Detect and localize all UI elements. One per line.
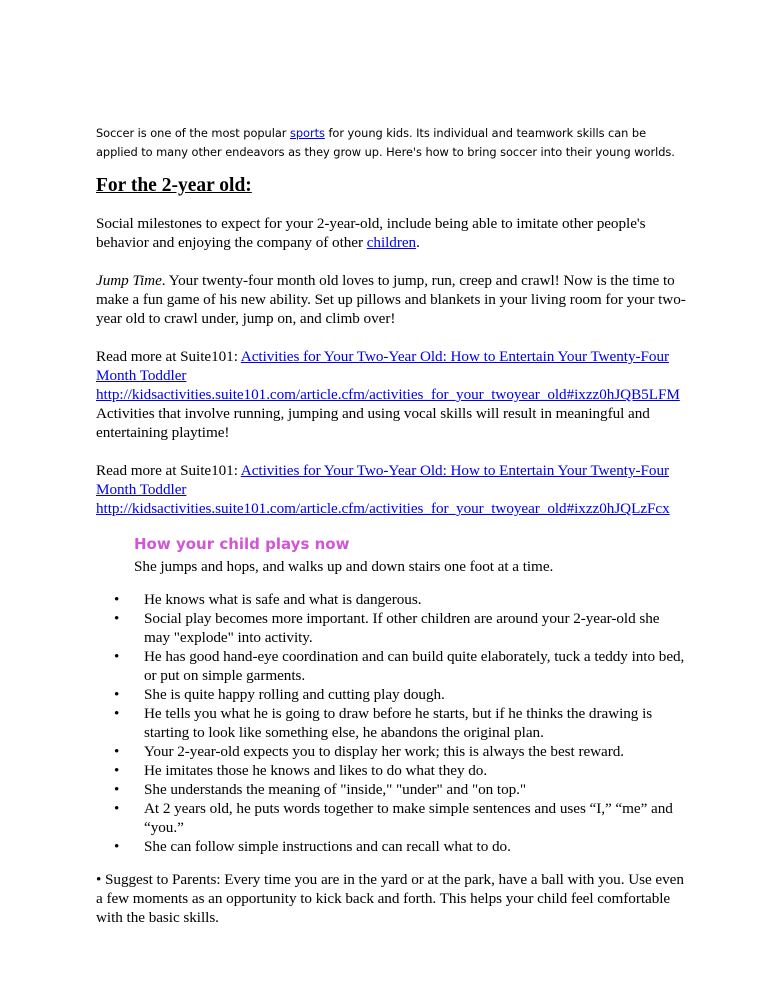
bullet-item xyxy=(96,704,686,742)
article-url-link-2[interactable]: http://kidsactivities.suite101.com/article.cfm/activities_for_your_twoyear_old#ixzz0hJQLzFcx xyxy=(96,500,670,517)
bullet-text: She is quite happy rolling and cutting play dough. xyxy=(144,686,445,703)
bullet-item xyxy=(96,780,686,799)
plays-subheading: How your child plays now xyxy=(134,535,350,553)
article-url-link-1[interactable]: http://kidsactivities.suite101.com/article.cfm/activities_for_your_twoyear_old#ixzz0hJQB5LFM xyxy=(96,386,680,403)
bullet-icon: • xyxy=(114,591,120,608)
intro-paragraph xyxy=(96,124,686,162)
jump-time-paragraph xyxy=(96,271,686,328)
bullet-icon: • xyxy=(114,781,120,798)
bullet-text: She understands the meaning of "inside," "under" and "on top." xyxy=(144,781,527,798)
bullet-text: At 2 years old, he puts words together to make simple sentences and uses “I,” “me” and “you.” xyxy=(144,800,673,836)
children-link[interactable]: children xyxy=(366,234,417,251)
article-title-link-1[interactable]: Activities for Your Two-Year Old: How to Entertain Your Twenty-Four Month Toddler xyxy=(96,348,669,384)
bullet-item xyxy=(96,609,686,647)
bullet-item xyxy=(96,647,686,685)
bullet-icon: • xyxy=(96,871,102,888)
suggest-text: Suggest to Parents: Every time you are in the yard or at the park, have a ball with you. Use even a few moments as an opportunity to kick back and forth. This helps your child feel comfortable with the basic skills. xyxy=(96,871,684,926)
suggest-paragraph xyxy=(96,870,686,927)
intro-text-start: Soccer is one of the most popular xyxy=(96,126,290,140)
bullet-item xyxy=(96,685,686,704)
read-more-prefix: Read more at Suite101: xyxy=(96,348,241,365)
bullet-text: He knows what is safe and what is dangerous. xyxy=(144,591,422,608)
section-heading: For the 2-year old: xyxy=(96,175,252,196)
bullet-icon: • xyxy=(114,743,120,760)
read-more-block-1 xyxy=(96,347,686,442)
bullet-text: He imitates those he knows and likes to do what they do. xyxy=(144,762,488,779)
article-title-link-2[interactable]: Activities for Your Two-Year Old: How to Entertain Your Twenty-Four Month Toddler xyxy=(96,462,669,498)
bullet-item xyxy=(96,799,686,837)
milestones-paragraph xyxy=(96,214,686,252)
bullet-text: He tells you what he is going to draw before he starts, but if he thinks the drawing is starting to look like something else, he abandons the original plan. xyxy=(144,705,653,741)
bullet-icon: • xyxy=(114,705,120,722)
bullet-text: Your 2-year-old expects you to display her work; this is always the best reward. xyxy=(144,743,625,760)
bullet-item xyxy=(96,761,686,780)
plays-section xyxy=(134,533,686,576)
intro-text-end: for young kids. Its individual and teamwork skills can be applied to many other endeavors as they grow up. Here's how to bring soccer into their young worlds. xyxy=(96,126,675,159)
plays-text: She jumps and hops, and walks up and down stairs one foot at a time. xyxy=(134,558,554,575)
bullet-text: He has good hand-eye coordination and can build quite elaborately, tuck a teddy into bed, or put on simple garments. xyxy=(144,648,685,684)
bullet-item xyxy=(96,590,686,609)
jump-time-text: . Your twenty-four month old loves to jump, run, creep and crawl! Now is the time to make a fun game of his new ability. Set up pillows and blankets in your living room for your two-year old to crawl under, jump on, and climb over! xyxy=(96,272,686,327)
bullet-text: Social play becomes more important. If other children are around your 2-year-old she may "explode" into activity. xyxy=(144,610,660,646)
bullet-item xyxy=(96,837,686,856)
milestones-text-end: . xyxy=(416,234,420,251)
milestones-text: Social milestones to expect for your 2-year-old, include being able to imitate other people's behavior and enjoying the company of other xyxy=(96,215,646,251)
bullet-text: She can follow simple instructions and can recall what to do. xyxy=(144,838,511,855)
bullet-icon: • xyxy=(114,686,120,703)
sports-link[interactable]: sports xyxy=(289,126,325,140)
document-content xyxy=(96,124,686,946)
activities-text: Activities that involve running, jumping and using vocal skills will result in meaningful and entertaining playtime! xyxy=(96,405,650,441)
jump-time-title: Jump Time xyxy=(96,272,162,289)
bullet-icon: • xyxy=(114,838,120,855)
milestone-bullet-list xyxy=(96,590,686,856)
bullet-item xyxy=(96,742,686,761)
read-more-block-2 xyxy=(96,461,686,518)
bullet-icon: • xyxy=(114,800,120,817)
bullet-icon: • xyxy=(114,762,120,779)
read-more-prefix: Read more at Suite101: xyxy=(96,462,241,479)
bullet-icon: • xyxy=(114,610,120,627)
bullet-icon: • xyxy=(114,648,120,665)
